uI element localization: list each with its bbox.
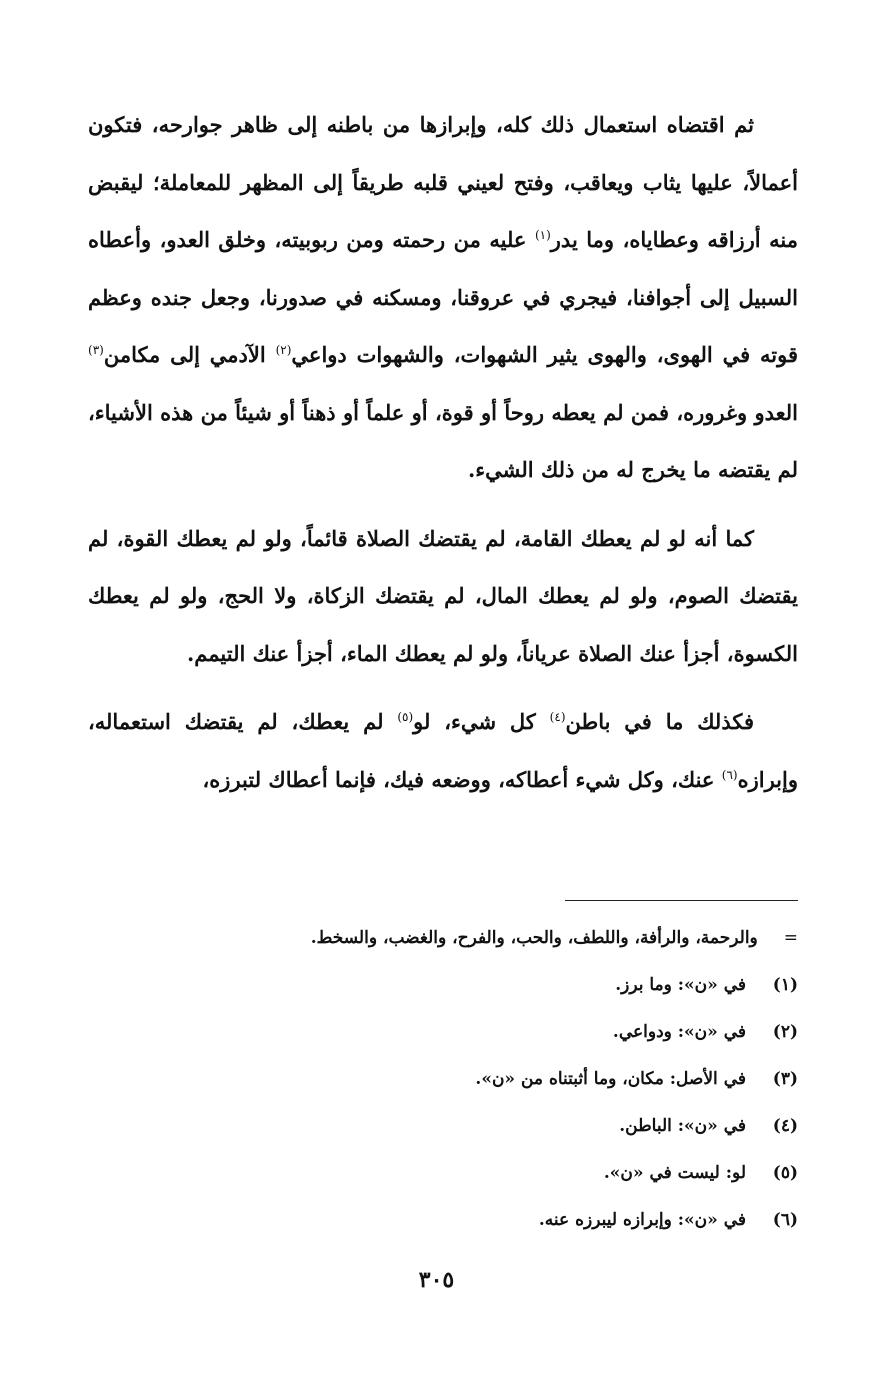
footnote-text: في «ن»: وما برز. (615, 975, 746, 995)
continuation-marker: = (783, 928, 798, 948)
footnote-text: والرحمة، والرأفة، واللطف، والحب، والفرح، والغضب، والسخط. (310, 928, 758, 948)
footnote-number: (٥) (772, 1163, 798, 1183)
footnote-ref: (١) (534, 228, 551, 242)
footnote (120, 1059, 798, 1106)
text-segment: كل شيء، لو (413, 709, 550, 734)
footnote-ref: (٢) (275, 343, 292, 357)
main-text (88, 96, 798, 808)
text-segment: كما أنه لو لم يعطك القامة، لم يقتضك الصلاة قائماً، ولو لم يعطك القوة، لم يقتضك الصوم، ولو لم يعطك المال، لم يقتضك الزكاة، ولا الحج، ولو لم يعطك الكسوة، أجزأ عنك الصلاة عرياناً، ولو لم يعطك الماء، أجزأ عنك التيمم. (88, 525, 798, 666)
footnote-number: (١) (772, 975, 798, 995)
footnote (120, 1153, 798, 1200)
footnote-ref: (٣) (88, 343, 104, 357)
footnote (120, 965, 798, 1012)
paragraph (88, 693, 798, 808)
footnote-ref: (٦) (721, 767, 738, 782)
footnote-text: لو: ليست في «ن». (603, 1163, 746, 1183)
paragraph (88, 510, 798, 683)
footnote-number: (٣) (772, 1069, 798, 1089)
footnote-divider (565, 900, 798, 901)
page-number: ٣٠٥ (418, 1267, 455, 1293)
footnote-ref: (٤) (549, 710, 566, 724)
footnotes (120, 918, 798, 1247)
footnote-text: في «ن»: ودواعي. (612, 1022, 746, 1042)
footnote-text: في الأصل: مكان، وما أثبتناه من «ن». (475, 1069, 746, 1089)
text-segment: لم يعطك، لم يقتضك استعماله، وإبرازه (88, 709, 798, 792)
footnote-number: (٦) (772, 1210, 798, 1230)
text-segment: عنك، وكل شيء أعطاكه، ووضعه فيك، فإنما أعطاك لتبرزه، (202, 766, 722, 792)
footnote-ref: (٥) (397, 710, 414, 724)
footnote-text: في «ن»: الباطن. (619, 1116, 746, 1136)
footnote-text: في «ن»: وإبرازه ليبرزه عنه. (538, 1210, 746, 1230)
footnote (120, 1106, 798, 1153)
text-segment: العدو وغروره، فمن لم يعطه روحاً أو قوة، أو علماً أو ذهناً أو شيئاً من هذه الأشياء، لم يقتضه ما يخرج له من ذلك الشيء. (88, 399, 798, 482)
footnote (120, 1200, 798, 1247)
text-segment: الآدمي إلى مكامن (103, 342, 276, 367)
text-segment: عليه من رحمته ومن ربوبيته، وخلق العدو، وأعطاه السبيل إلى أجوافنا، فيجري في عروقنا، ومسكنه في صدورنا، وجعل جنده وعظم قوته في الهوى، والهوى يثير الشهوات، والشهوات دواعي (88, 227, 799, 367)
footnote (120, 1012, 798, 1059)
paragraph (88, 96, 798, 499)
text-segment: فكذلك ما في باطن (565, 709, 754, 734)
text-segment: ثم اقتضاه استعمال ذلك كله، وإبرازها من باطنه إلى ظاهر جوارحه، فتكون أعمالاً، عليها يثاب ويعاقب، وفتح لعيني قلبه طريقاً إلى المظهر للمعاملة؛ ليقبض منه أرزاقه وعطاياه، وما يدر (88, 112, 798, 252)
footnote-continuation (120, 918, 798, 965)
footnote-number: (٤) (772, 1116, 798, 1136)
footnote-number: (٢) (772, 1022, 798, 1042)
